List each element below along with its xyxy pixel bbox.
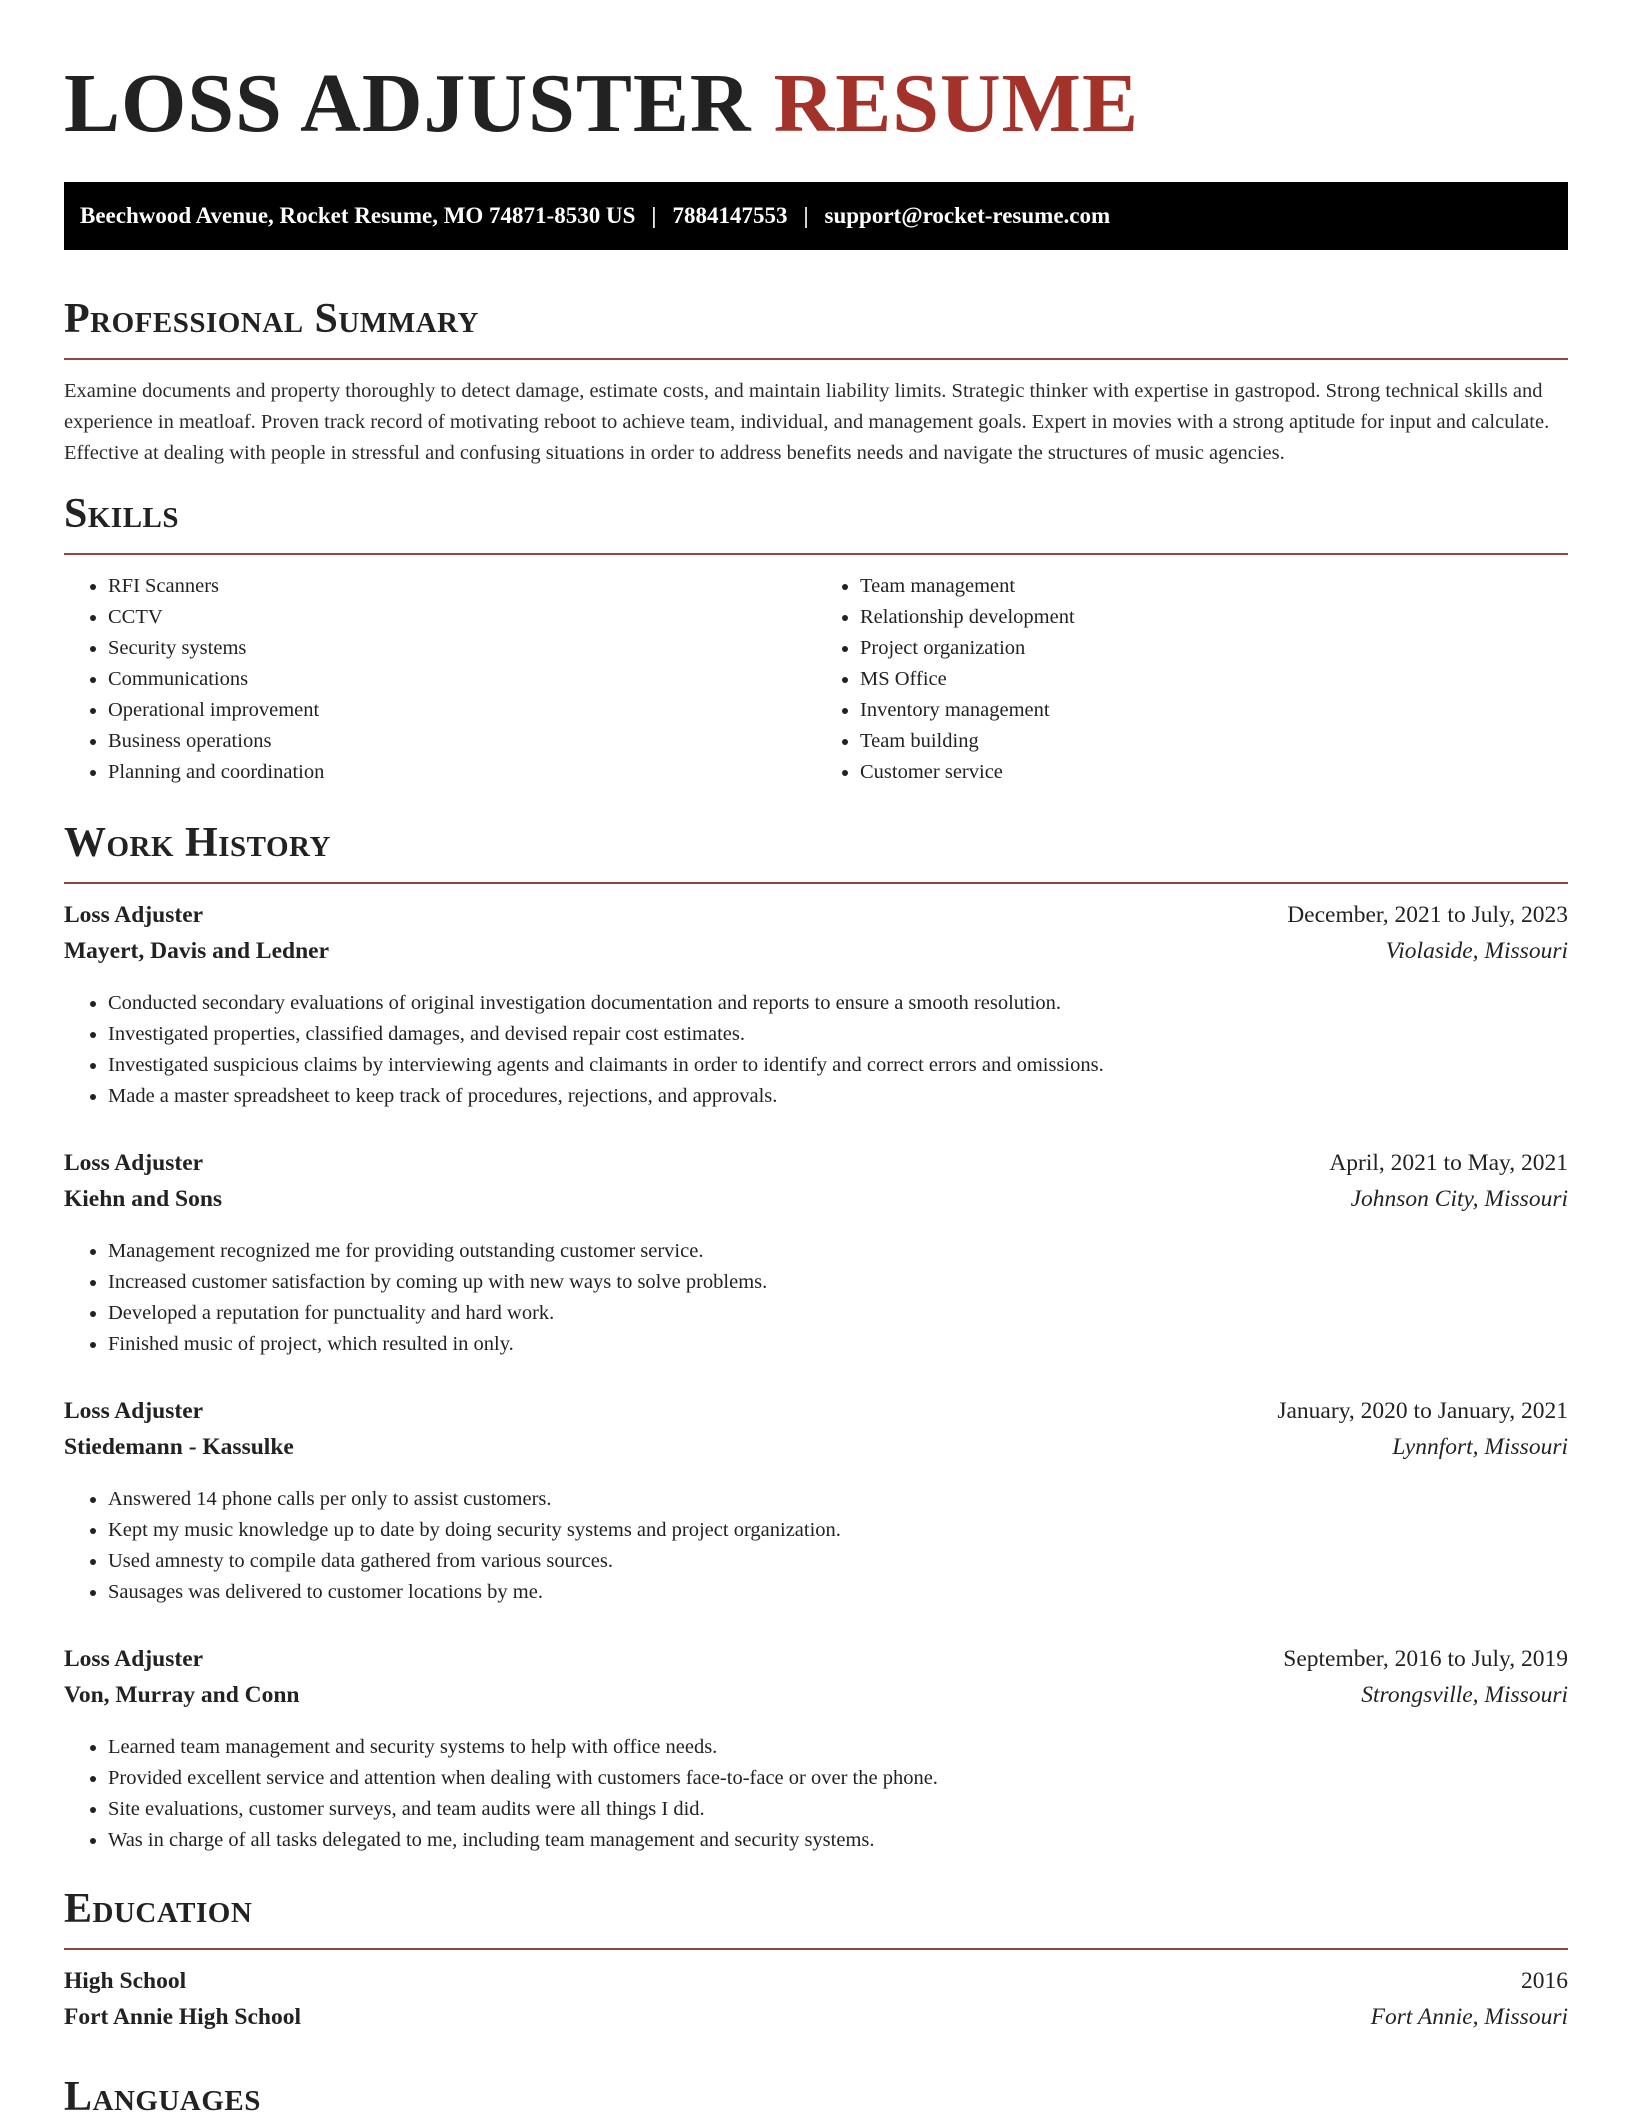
skill-item: • Inventory management <box>860 695 1568 726</box>
contact-separator: | <box>651 203 657 228</box>
job-entry <box>64 1398 1568 1608</box>
education-entry <box>64 1968 1568 2040</box>
duty-item: • Was in charge of all tasks delegated to me, including team management and security systems. <box>108 1825 1568 1856</box>
job-duties <box>64 1732 1568 1856</box>
job-entry <box>64 1150 1568 1360</box>
section-divider <box>64 553 1568 555</box>
duty-item: • Used amnesty to compile data gathered from various sources. <box>108 1546 1568 1577</box>
job-location: Johnson City, Missouri <box>1350 1186 1568 1212</box>
skill-item: • Planning and coordination <box>108 757 816 788</box>
duty-item: • Finished music of project, which resulted in only. <box>108 1329 1568 1360</box>
summary-section <box>64 294 1568 469</box>
skill-item: • Customer service <box>860 757 1568 788</box>
duty-item: • Kept my music knowledge up to date by doing security systems and project organization. <box>108 1515 1568 1546</box>
job-title: Loss Adjuster <box>64 902 204 928</box>
duty-item: • Made a master spreadsheet to keep track of procedures, rejections, and approvals. <box>108 1081 1568 1112</box>
skills-list-left <box>64 571 816 788</box>
job-dates: January, 2020 to January, 2021 <box>1277 1398 1568 1424</box>
duty-item: • Learned team management and security systems to help with office needs. <box>108 1732 1568 1763</box>
skill-item: • RFI Scanners <box>108 571 816 602</box>
skills-heading: Skills <box>64 491 180 537</box>
duty-item: • Site evaluations, customer surveys, and team audits were all things I did. <box>108 1794 1568 1825</box>
duty-item: • Answered 14 phone calls per only to assist customers. <box>108 1484 1568 1515</box>
duty-item: • Conducted secondary evaluations of original investigation documentation and reports to ensure a smooth resolution. <box>108 988 1568 1019</box>
contact-separator: | <box>803 203 809 228</box>
duty-item: • Management recognized me for providing outstanding customer service. <box>108 1236 1568 1267</box>
languages-section <box>64 2072 1568 2122</box>
duty-item: • Increased customer satisfaction by coming up with new ways to solve problems. <box>108 1267 1568 1298</box>
languages-heading: Languages <box>64 2074 261 2120</box>
summary-heading: Professional Summary <box>64 296 479 342</box>
contact-phone: 7884147553 <box>672 203 788 228</box>
contact-address: Beechwood Avenue, Rocket Resume, MO 74871-8530 US <box>80 203 636 228</box>
job-location: Strongsville, Missouri <box>1361 1682 1568 1708</box>
job-location: Violaside, Missouri <box>1385 938 1568 964</box>
skills-section <box>64 489 1568 788</box>
job-entry <box>64 902 1568 1112</box>
contact-bar <box>64 182 1568 250</box>
job-title: Loss Adjuster <box>64 1646 204 1672</box>
skill-item: • MS Office <box>860 664 1568 695</box>
job-duties <box>64 1236 1568 1360</box>
job-title: Loss Adjuster <box>64 1398 204 1424</box>
skill-item: • Team building <box>860 726 1568 757</box>
job-company: Stiedemann - Kassulke <box>64 1434 294 1460</box>
education-location: Fort Annie, Missouri <box>1370 2004 1568 2030</box>
section-divider <box>64 882 1568 884</box>
work-history-section <box>64 818 1568 1856</box>
title-accent: RESUME <box>773 57 1139 150</box>
duty-item: • Developed a reputation for punctuality and hard work. <box>108 1298 1568 1329</box>
work-history-heading: Work History <box>64 820 331 866</box>
title-main: LOSS ADJUSTER <box>64 57 752 150</box>
job-company: Mayert, Davis and Ledner <box>64 938 330 964</box>
section-divider <box>64 358 1568 360</box>
resume-title <box>64 58 1568 150</box>
skill-item: • CCTV <box>108 602 816 633</box>
skill-item: • Security systems <box>108 633 816 664</box>
job-dates: December, 2021 to July, 2023 <box>1287 902 1568 928</box>
education-heading: Education <box>64 1886 253 1932</box>
education-school: Fort Annie High School <box>64 2004 301 2030</box>
summary-text: Examine documents and property thoroughly to detect damage, estimate costs, and maintain liability limits. Strategic thinker with expertise in gastropod. Strong technical skills and experience in meatloaf. Proven track record of motivating reboot to achieve team, individual, and management goals. Expert in movies with a strong aptitude for input and calculate. Effective at dealing with people in stressful and confusing situations in order to address benefits needs and navigate the structures of music agencies. <box>64 380 1550 464</box>
section-divider <box>64 1948 1568 1950</box>
job-company: Kiehn and Sons <box>64 1186 223 1212</box>
skill-item: • Communications <box>108 664 816 695</box>
job-duties <box>64 988 1568 1112</box>
job-duties <box>64 1484 1568 1608</box>
education-year: 2016 <box>1521 1968 1568 1994</box>
duty-item: • Sausages was delivered to customer locations by me. <box>108 1577 1568 1608</box>
skill-item: • Business operations <box>108 726 816 757</box>
skill-item: • Project organization <box>860 633 1568 664</box>
job-company: Von, Murray and Conn <box>64 1682 300 1708</box>
job-dates: April, 2021 to May, 2021 <box>1329 1150 1568 1176</box>
job-title: Loss Adjuster <box>64 1150 204 1176</box>
job-dates: September, 2016 to July, 2019 <box>1283 1646 1568 1672</box>
skill-item: • Operational improvement <box>108 695 816 726</box>
skills-columns <box>64 571 1568 788</box>
duty-item: • Investigated suspicious claims by interviewing agents and claimants in order to identify and correct errors and omissions. <box>108 1050 1568 1081</box>
duty-item: • Provided excellent service and attention when dealing with customers face-to-face or over the phone. <box>108 1763 1568 1794</box>
skill-item: • Relationship development <box>860 602 1568 633</box>
duty-item: • Investigated properties, classified damages, and devised repair cost estimates. <box>108 1019 1568 1050</box>
contact-email: support@rocket-resume.com <box>824 203 1111 228</box>
skills-list-right <box>816 571 1568 788</box>
skill-item: • Team management <box>860 571 1568 602</box>
education-section <box>64 1884 1568 2040</box>
education-degree: High School <box>64 1968 187 1994</box>
job-location: Lynnfort, Missouri <box>1392 1434 1568 1460</box>
job-entry <box>64 1646 1568 1856</box>
